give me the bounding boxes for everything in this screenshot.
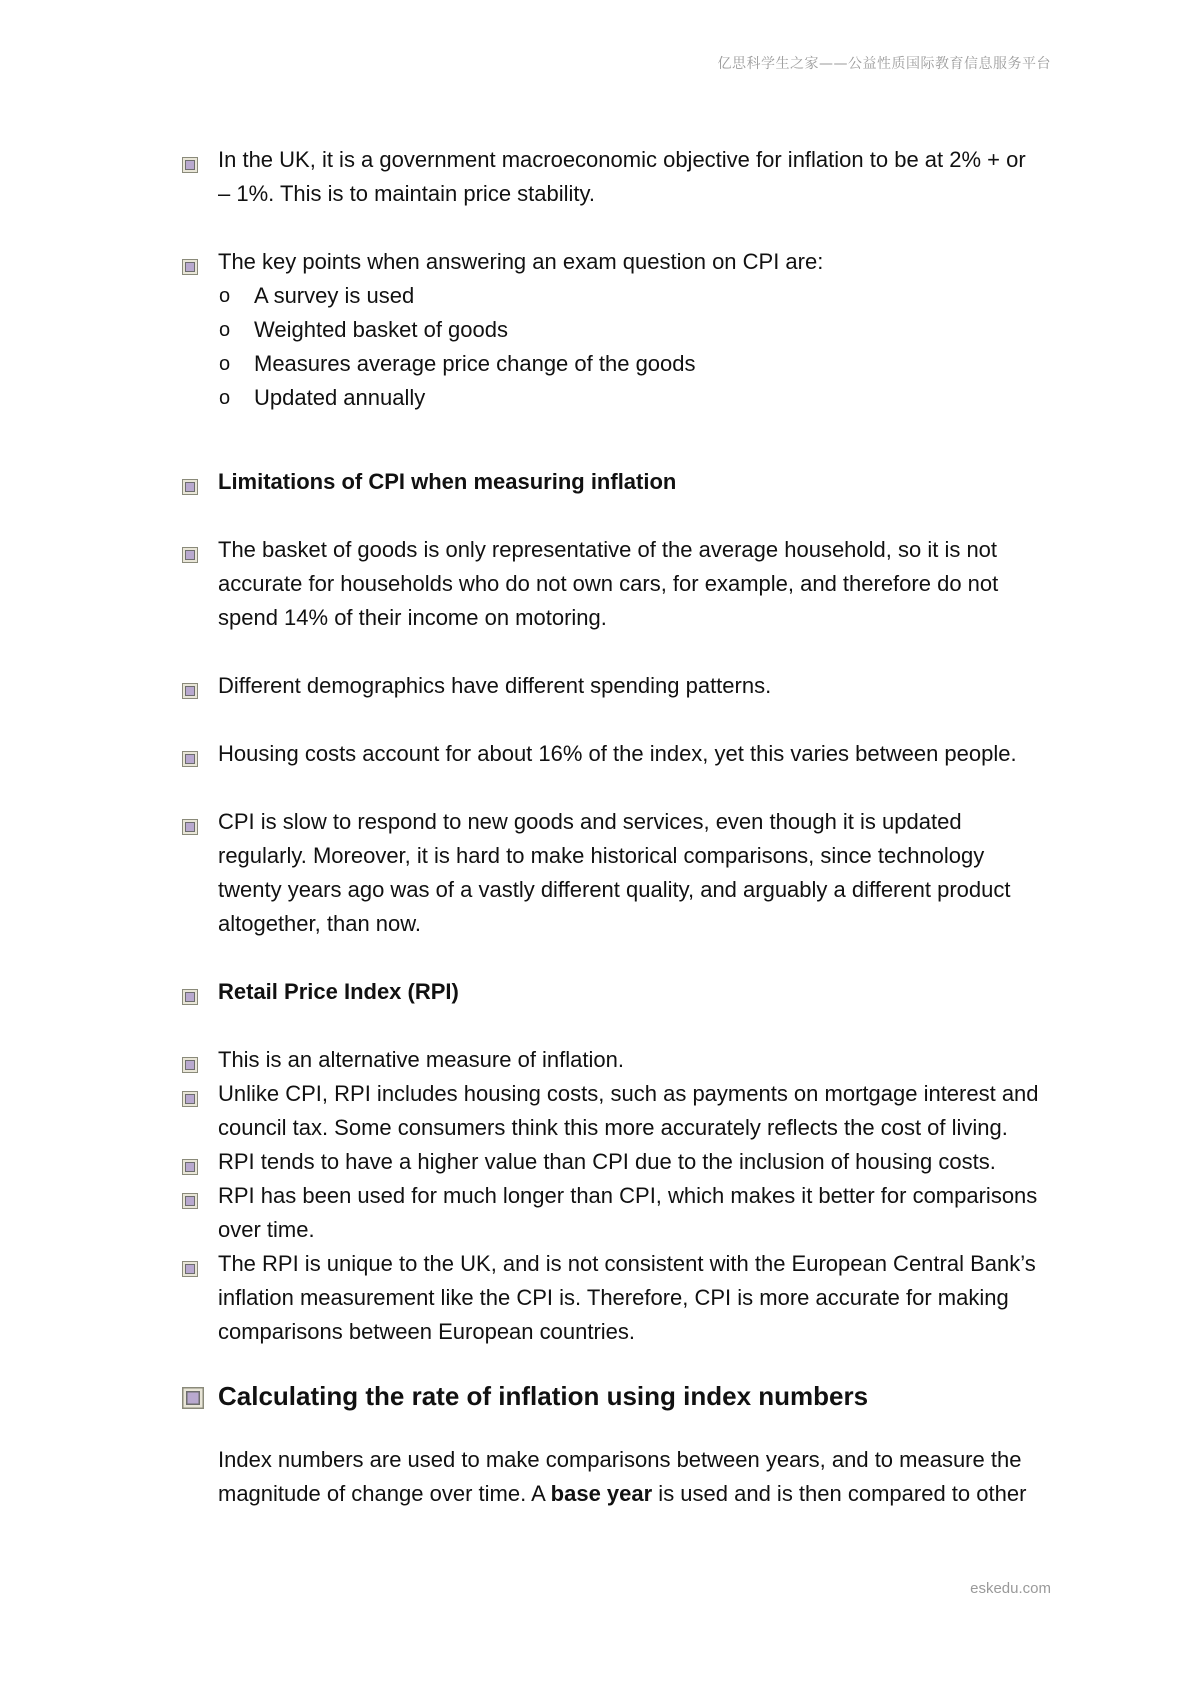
heading-text: Retail Price Index (RPI): [218, 979, 459, 1004]
circle-bullet-icon: o: [219, 285, 231, 307]
checkbox-bullet-icon: [182, 1383, 204, 1405]
list-item: [182, 1043, 1042, 1077]
list-item: [182, 1145, 1042, 1179]
index-numbers-paragraph: Index numbers are used to make comparisons between years, and to measure the magnitude of change over time. A base year is used and is then compared to other: [218, 1447, 1027, 1506]
checkbox-bullet-icon: [182, 1083, 198, 1099]
key-points-sublist: [182, 279, 1042, 415]
checkbox-bullet-icon: [182, 539, 198, 555]
circle-bullet-icon: o: [219, 353, 231, 375]
checkbox-bullet-icon: [182, 1185, 198, 1201]
sublist-item: o Weighted basket of goods: [182, 313, 1042, 347]
page-footer: eskedu.com: [970, 1580, 1051, 1597]
list-item: [182, 245, 1042, 279]
item-text: Different demographics have different spending patterns.: [218, 673, 772, 698]
checkbox-bullet-icon: [182, 1049, 198, 1065]
sublist-item: o Updated annually: [182, 381, 1042, 415]
document-body: [182, 143, 1042, 1511]
item-text: In the UK, it is a government macroeconomic objective for inflation to be at 2% + or – 1%. This is to maintain price stability.: [218, 147, 1026, 206]
sublist-item: o A survey is used: [182, 279, 1042, 313]
circle-bullet-icon: o: [219, 319, 231, 341]
checkbox-bullet-icon: [182, 149, 198, 165]
list-item: [182, 533, 1042, 635]
circle-bullet-icon: o: [219, 387, 231, 409]
list-item: [182, 1247, 1042, 1349]
list-item: [182, 805, 1042, 941]
checkbox-bullet-icon: [182, 471, 198, 487]
checkbox-bullet-icon: [182, 1151, 198, 1167]
base-year-term: base year: [550, 1481, 653, 1506]
item-text: Unlike CPI, RPI includes housing costs, such as payments on mortgage interest and council tax. Some consumers think this more accurately reflects the cost of living.: [218, 1081, 1039, 1140]
item-text: Housing costs account for about 16% of the index, yet this varies between people.: [218, 741, 1017, 766]
page-header: 亿思科学生之家——公益性质国际教育信息服务平台: [717, 56, 1051, 72]
item-text: The basket of goods is only representative of the average household, so it is not accurate for households who do not own cars, for example, and therefore do not spend 14% of their income on motoring.: [218, 537, 999, 630]
checkbox-bullet-icon: [182, 251, 198, 267]
checkbox-bullet-icon: [182, 981, 198, 997]
list-item: [182, 737, 1042, 771]
title-text: Calculating the rate of inflation using index numbers: [218, 1381, 869, 1411]
checkbox-bullet-icon: [182, 743, 198, 759]
checkbox-bullet-icon: [182, 811, 198, 827]
list-item: [182, 1077, 1042, 1145]
heading-text: Limitations of CPI when measuring inflation: [218, 469, 677, 494]
item-text: The RPI is unique to the UK, and is not consistent with the European Central Bank’s inflation measurement like the CPI is. Therefore, CPI is more accurate for making comparisons between European countries.: [218, 1251, 1036, 1344]
list-item: [182, 669, 1042, 703]
item-text: CPI is slow to respond to new goods and services, even though it is updated regularly. Moreover, it is hard to make historical comparisons, since technology twenty years ago was of a vastly different quality, and arguably a different product altogether, than now.: [218, 809, 1011, 936]
section-heading: [182, 975, 1042, 1009]
list-item: [182, 1179, 1042, 1247]
checkbox-bullet-icon: [182, 675, 198, 691]
item-text: RPI has been used for much longer than CPI, which makes it better for comparisons over time.: [218, 1183, 1038, 1242]
item-text: RPI tends to have a higher value than CPI due to the inclusion of housing costs.: [218, 1149, 996, 1174]
section-heading: [182, 465, 1042, 499]
section-title: [182, 1379, 1042, 1413]
item-text: The key points when answering an exam question on CPI are:: [218, 249, 824, 274]
checkbox-bullet-icon: [182, 1253, 198, 1269]
list-item: [182, 143, 1042, 211]
item-text: This is an alternative measure of inflation.: [218, 1047, 624, 1072]
sublist-item: o Measures average price change of the goods: [182, 347, 1042, 381]
